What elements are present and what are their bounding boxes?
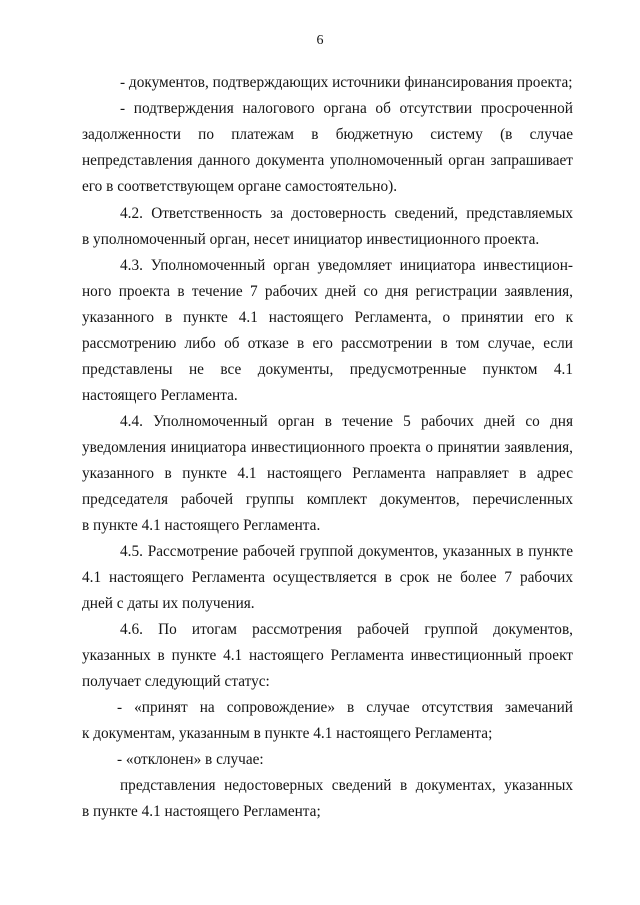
text-line: задолженности по платежам в бюджетную систему (в случае xyxy=(82,126,573,143)
text-line: его в соответствующем органе самостоятельно). xyxy=(82,178,398,195)
page-number: 6 xyxy=(316,33,324,48)
text-line: дней с даты их получения. xyxy=(82,595,255,612)
text-line: уведомления инициатора инвестиционного проекта о принятии заявления, xyxy=(82,439,573,456)
text-line: представления недостоверных сведений в документах, указанных xyxy=(120,777,573,794)
text-line: 4.5. Рассмотрение рабочей группой документов, указанных в пункте xyxy=(120,543,573,560)
text-line: указанного в пункте 4.1 настоящего Регламента направляет в адрес xyxy=(82,465,573,482)
text-line: получает следующий статус: xyxy=(82,673,270,690)
text-line: - «отклонен» в случае: xyxy=(117,751,264,768)
text-line: 4.1 настоящего Регламента осуществляется в срок не более 7 рабочих xyxy=(82,569,573,586)
text-line: представлены не все документы, предусмотренные пунктом 4.1 xyxy=(82,361,573,378)
text-line: 4.2. Ответственность за достоверность сведений, представляемых xyxy=(120,205,573,222)
text-line: ного проекта в течение 7 рабочих дней со дня регистрации заявления, xyxy=(82,283,573,300)
text-line: 4.6. По итогам рассмотрения рабочей группой документов, xyxy=(120,621,573,638)
text-line: - «принят на сопровождение» в случае отсутствия замечаний xyxy=(117,699,573,716)
text-line: указанного в пункте 4.1 настоящего Регламента, о принятии его к xyxy=(82,309,573,326)
text-line: 4.4. Уполномоченный орган в течение 5 рабочих дней со дня xyxy=(120,413,573,430)
text-line: к документам, указанным в пункте 4.1 настоящего Регламента; xyxy=(82,725,493,742)
text-line: в уполномоченный орган, несет инициатор инвестиционного проекта. xyxy=(82,231,540,248)
text-line: в пункте 4.1 настоящего Регламента. xyxy=(82,517,321,534)
text-line: настоящего Регламента. xyxy=(82,387,238,404)
text-line: - подтверждения налогового органа об отсутствии просроченной xyxy=(120,100,573,117)
text-line: указанных в пункте 4.1 настоящего Регламента инвестиционный проект xyxy=(82,647,573,664)
text-line: непредставления данного документа уполномоченный орган запрашивает xyxy=(82,152,573,169)
text-line: - документов, подтверждающих источники финансирования проекта; xyxy=(120,74,573,91)
text-line: председателя рабочей группы комплект документов, перечисленных xyxy=(82,491,573,508)
text-line: 4.3. Уполномоченный орган уведомляет инициатора инвестицион- xyxy=(120,257,573,274)
text-line: в пункте 4.1 настоящего Регламента; xyxy=(82,803,321,820)
text-line: рассмотрению либо об отказе в его рассмотрении в том случае, если xyxy=(82,335,573,352)
